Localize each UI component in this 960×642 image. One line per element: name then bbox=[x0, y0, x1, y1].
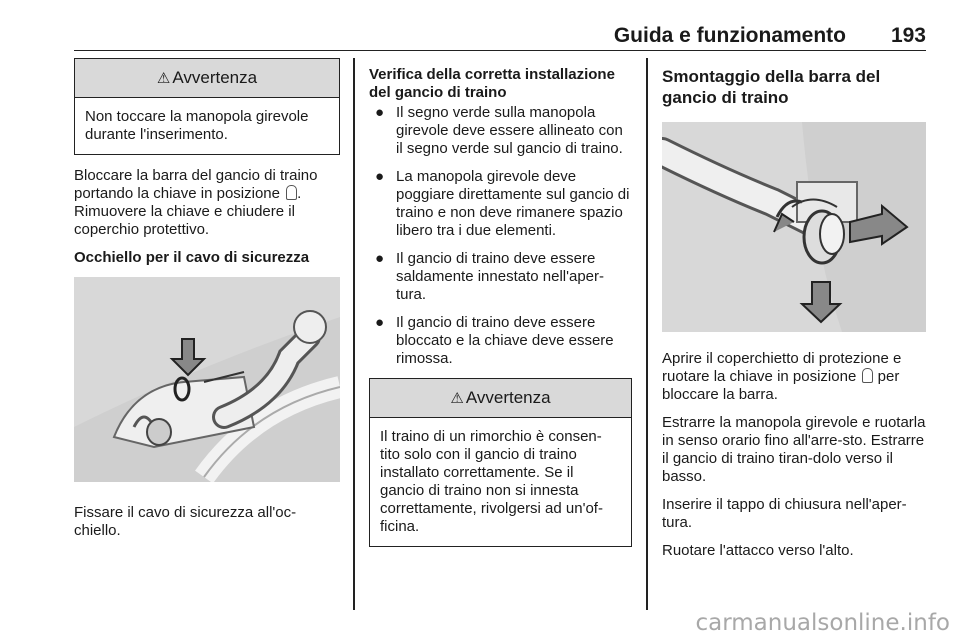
page-header bbox=[74, 0, 926, 51]
eyelet-illustration bbox=[74, 277, 340, 482]
paragraph-text: per bloccare la barra. bbox=[662, 368, 900, 403]
list-item: ● La manopola girevole deve poggiare direttamente sul gancio di traino e non deve rimanere spazio libero tra i due elementi. bbox=[375, 168, 630, 239]
list-item: ● Il segno verde sulla manopola girevole deve essere allineato con il segno verde sul gancio di traino. bbox=[375, 104, 623, 157]
removal-illustration bbox=[662, 122, 926, 332]
bullet-icon: ● bbox=[375, 168, 385, 185]
bullet-icon: ● bbox=[375, 314, 385, 331]
tow-bar-removal-image bbox=[662, 122, 926, 332]
paragraph-text: Aprire il coperchietto di protezione e ruotare la chiave in posizione bbox=[662, 350, 902, 385]
paragraph bbox=[662, 350, 926, 404]
check-list bbox=[369, 104, 632, 368]
subheading: Occhiello per il cavo di sicurezza bbox=[74, 249, 310, 266]
warning-title: Avvertenza bbox=[172, 68, 258, 87]
caption: Fissare il cavo di sicurezza all'oc-chiello. bbox=[74, 504, 297, 539]
list-item: ● Il gancio di traino deve essere bloccato e la chiave deve essere rimossa. bbox=[375, 314, 614, 367]
watermark: carmanualsonline.info bbox=[695, 610, 950, 636]
warning-box bbox=[74, 58, 340, 155]
paragraph: Inserire il tappo di chiusura nell'aper-tura. bbox=[662, 496, 907, 531]
bullet-icon: ● bbox=[375, 104, 385, 121]
lock-key-icon bbox=[286, 185, 297, 200]
warning-box bbox=[369, 378, 632, 547]
warning-icon: ⚠ bbox=[450, 390, 464, 407]
column-2 bbox=[369, 58, 632, 547]
check-heading: Verifica della corretta installazione del gancio di traino bbox=[369, 66, 615, 101]
removal-heading: Smontaggio della barra del gancio di traino bbox=[662, 67, 881, 107]
warning-header bbox=[75, 59, 339, 98]
paragraph: Estrarre la manopola girevole e ruotarla in senso orario fino all'arre-sto. Estrarre il gancio di traino tiran-dolo verso il basso. bbox=[662, 414, 926, 485]
section-title: Guida e funzionamento bbox=[613, 24, 846, 47]
unlock-key-icon bbox=[862, 368, 873, 383]
paragraph bbox=[74, 167, 340, 239]
warning-header bbox=[370, 379, 631, 418]
tow-hook-eyelet-image bbox=[74, 277, 340, 482]
paragraph: Ruotare l'attacco verso l'alto. bbox=[662, 542, 854, 559]
warning-text: Il traino di un rimorchio è consen-tito solo con il gancio di traino installato correttamente. Se il gancio di traino non si innesta correttamente, rivolgersi ad un'of-ficina. bbox=[380, 428, 603, 535]
bullet-icon: ● bbox=[375, 250, 385, 267]
column-1 bbox=[74, 58, 340, 550]
warning-text: Non toccare la manopola girevole durante l'inserimento. bbox=[85, 108, 309, 143]
warning-icon: ⚠ bbox=[156, 70, 171, 87]
column-divider-right bbox=[646, 58, 648, 610]
list-item: ● Il gancio di traino deve essere saldamente innestato nell'aper-tura. bbox=[375, 250, 604, 303]
paragraph-text: Bloccare la barra del gancio di traino portando la chiave in posizione bbox=[74, 167, 318, 202]
warning-title: Avvertenza bbox=[465, 388, 551, 407]
column-3 bbox=[662, 58, 926, 570]
paragraph-text: . Rimuovere la chiave e chiudere il coperchio protettivo. bbox=[74, 185, 302, 238]
column-divider-left bbox=[353, 58, 355, 610]
page-number: 193 bbox=[890, 24, 926, 47]
